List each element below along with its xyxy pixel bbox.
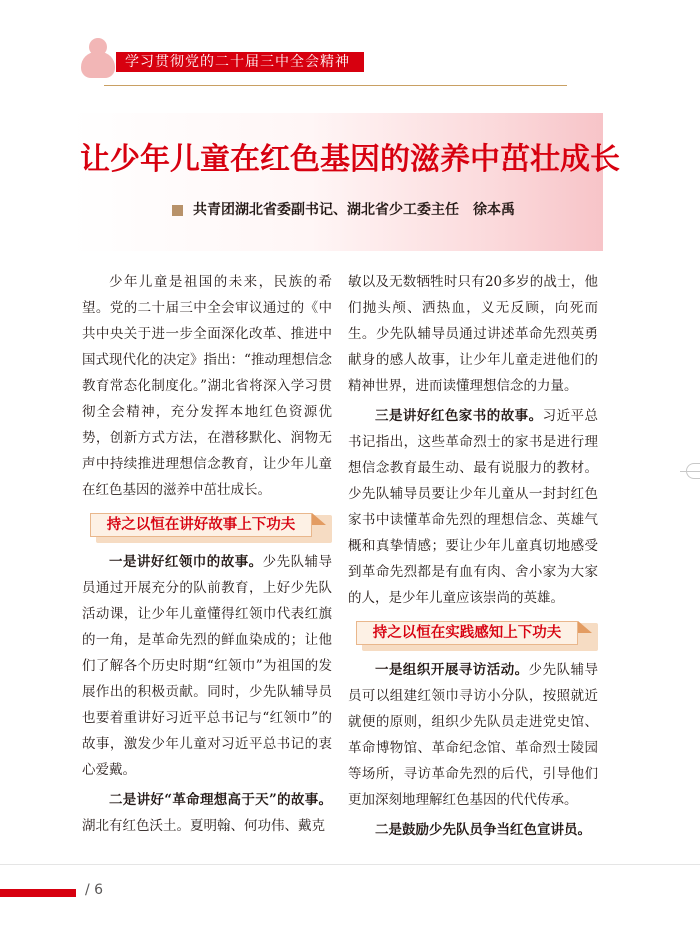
section-heading-stories (96, 513, 332, 543)
header-rule (104, 85, 567, 86)
paragraph-body: 湖北有红色沃土。夏明翰、何功伟、戴克 (82, 818, 325, 834)
footer-rule (0, 864, 700, 865)
paragraph-revolution-ideals (82, 787, 332, 839)
right-column (348, 269, 598, 843)
paragraph-lead: 二是鼓励少先队员争当红色宣讲员。 (375, 822, 591, 838)
paragraph-family-letters (348, 403, 598, 611)
paragraph-body: 少先队辅导员可以组建红领巾寻访小分队，按照就近就便的原则，组织少先队员走进党史馆、革命博物馆、革命纪念馆、革命烈士陵园等场所，寻访革命先烈的后代，引导他们更加深刻地理解红色基因的代代传承。 (348, 662, 599, 808)
article-author: 共青团湖北省委副书记、湖北省少工委主任 徐本禹 (193, 202, 515, 218)
section-heading-label: 持之以恒在讲好故事上下功夫 (90, 513, 312, 537)
paragraph-lead: 一是讲好红领巾的故事。 (109, 554, 263, 570)
paragraph-body: 少先队辅导员通过开展充分的队前教育，上好少先队活动课，让少年儿童懂得红领巾代表红旗的一角，是革命先烈的鲜血染成的；让他们了解各个历史时期“红领巾”为祖国的发展作出的积极贡献。同时，少先队辅导员也要着重讲好习近平总书记与“红领巾”的故事，激发少年儿童对习近平总书记的衷心爱戴。 (82, 554, 333, 778)
author-marker-square (172, 205, 183, 216)
paragraph-continued: 敏以及无数牺牲时只有20多岁的战士，他们抛头颅、洒热血，义无反顾，向死而生。少先队辅导员通过讲述革命先烈英勇献身的感人故事，让少年儿童走进他们的精神世界，进而读懂理想信念的力量。 (348, 274, 598, 394)
paragraph-lead: 三是讲好红色家书的故事。 (375, 408, 543, 424)
section-heading-fold (312, 513, 326, 525)
paragraph-lead: 二是讲好“革命理想高于天”的故事。 (109, 792, 332, 808)
paragraph-speakers (348, 817, 598, 843)
paragraph-red-scarf (82, 549, 332, 783)
column-label: 学习贯彻党的二十届三中全会精神 (116, 52, 364, 72)
section-heading-fold (578, 621, 592, 633)
page-number: / 6 (85, 882, 104, 898)
footer-accent-bar (0, 889, 76, 897)
section-heading-practice (362, 621, 598, 651)
paragraph-body: 习近平总书记指出，这些革命烈士的家书是进行理想信念教育最生动、最有说服力的教材。少先队辅导员要让少年儿童从一封封红色家书中读懂革命先烈的理想信念、英雄气概和真挚情感；要让少年儿童真切地感受到革命先烈都是有血有肉、舍小家为大家的人，是少年儿童应该崇尚的英雄。 (348, 408, 599, 606)
registration-mark-line (680, 471, 700, 472)
header-decor-figure (81, 52, 115, 78)
section-heading-label: 持之以恒在实践感知上下功夫 (356, 621, 578, 645)
intro-paragraph: 少年儿童是祖国的未来，民族的希望。党的二十届三中全会审议通过的《中共中央关于进一步全面深化改革、推进中国式现代化的决定》指出：“推动理想信念教育常态化制度化。”湖北省将深入学习贯彻全会精神，充分发挥本地红色资源优势，创新方式方法，在潜移默化、润物无声中持续推进理想信念教育，让少年儿童在红色基因的滋养中茁壮成长。 (82, 274, 332, 498)
left-column (82, 269, 332, 839)
paragraph-visits (348, 657, 598, 813)
article-title: 让少年儿童在红色基因的滋养中茁壮成长 (80, 142, 620, 177)
title-band (70, 113, 620, 251)
paragraph-lead: 一是组织开展寻访活动。 (375, 662, 529, 678)
